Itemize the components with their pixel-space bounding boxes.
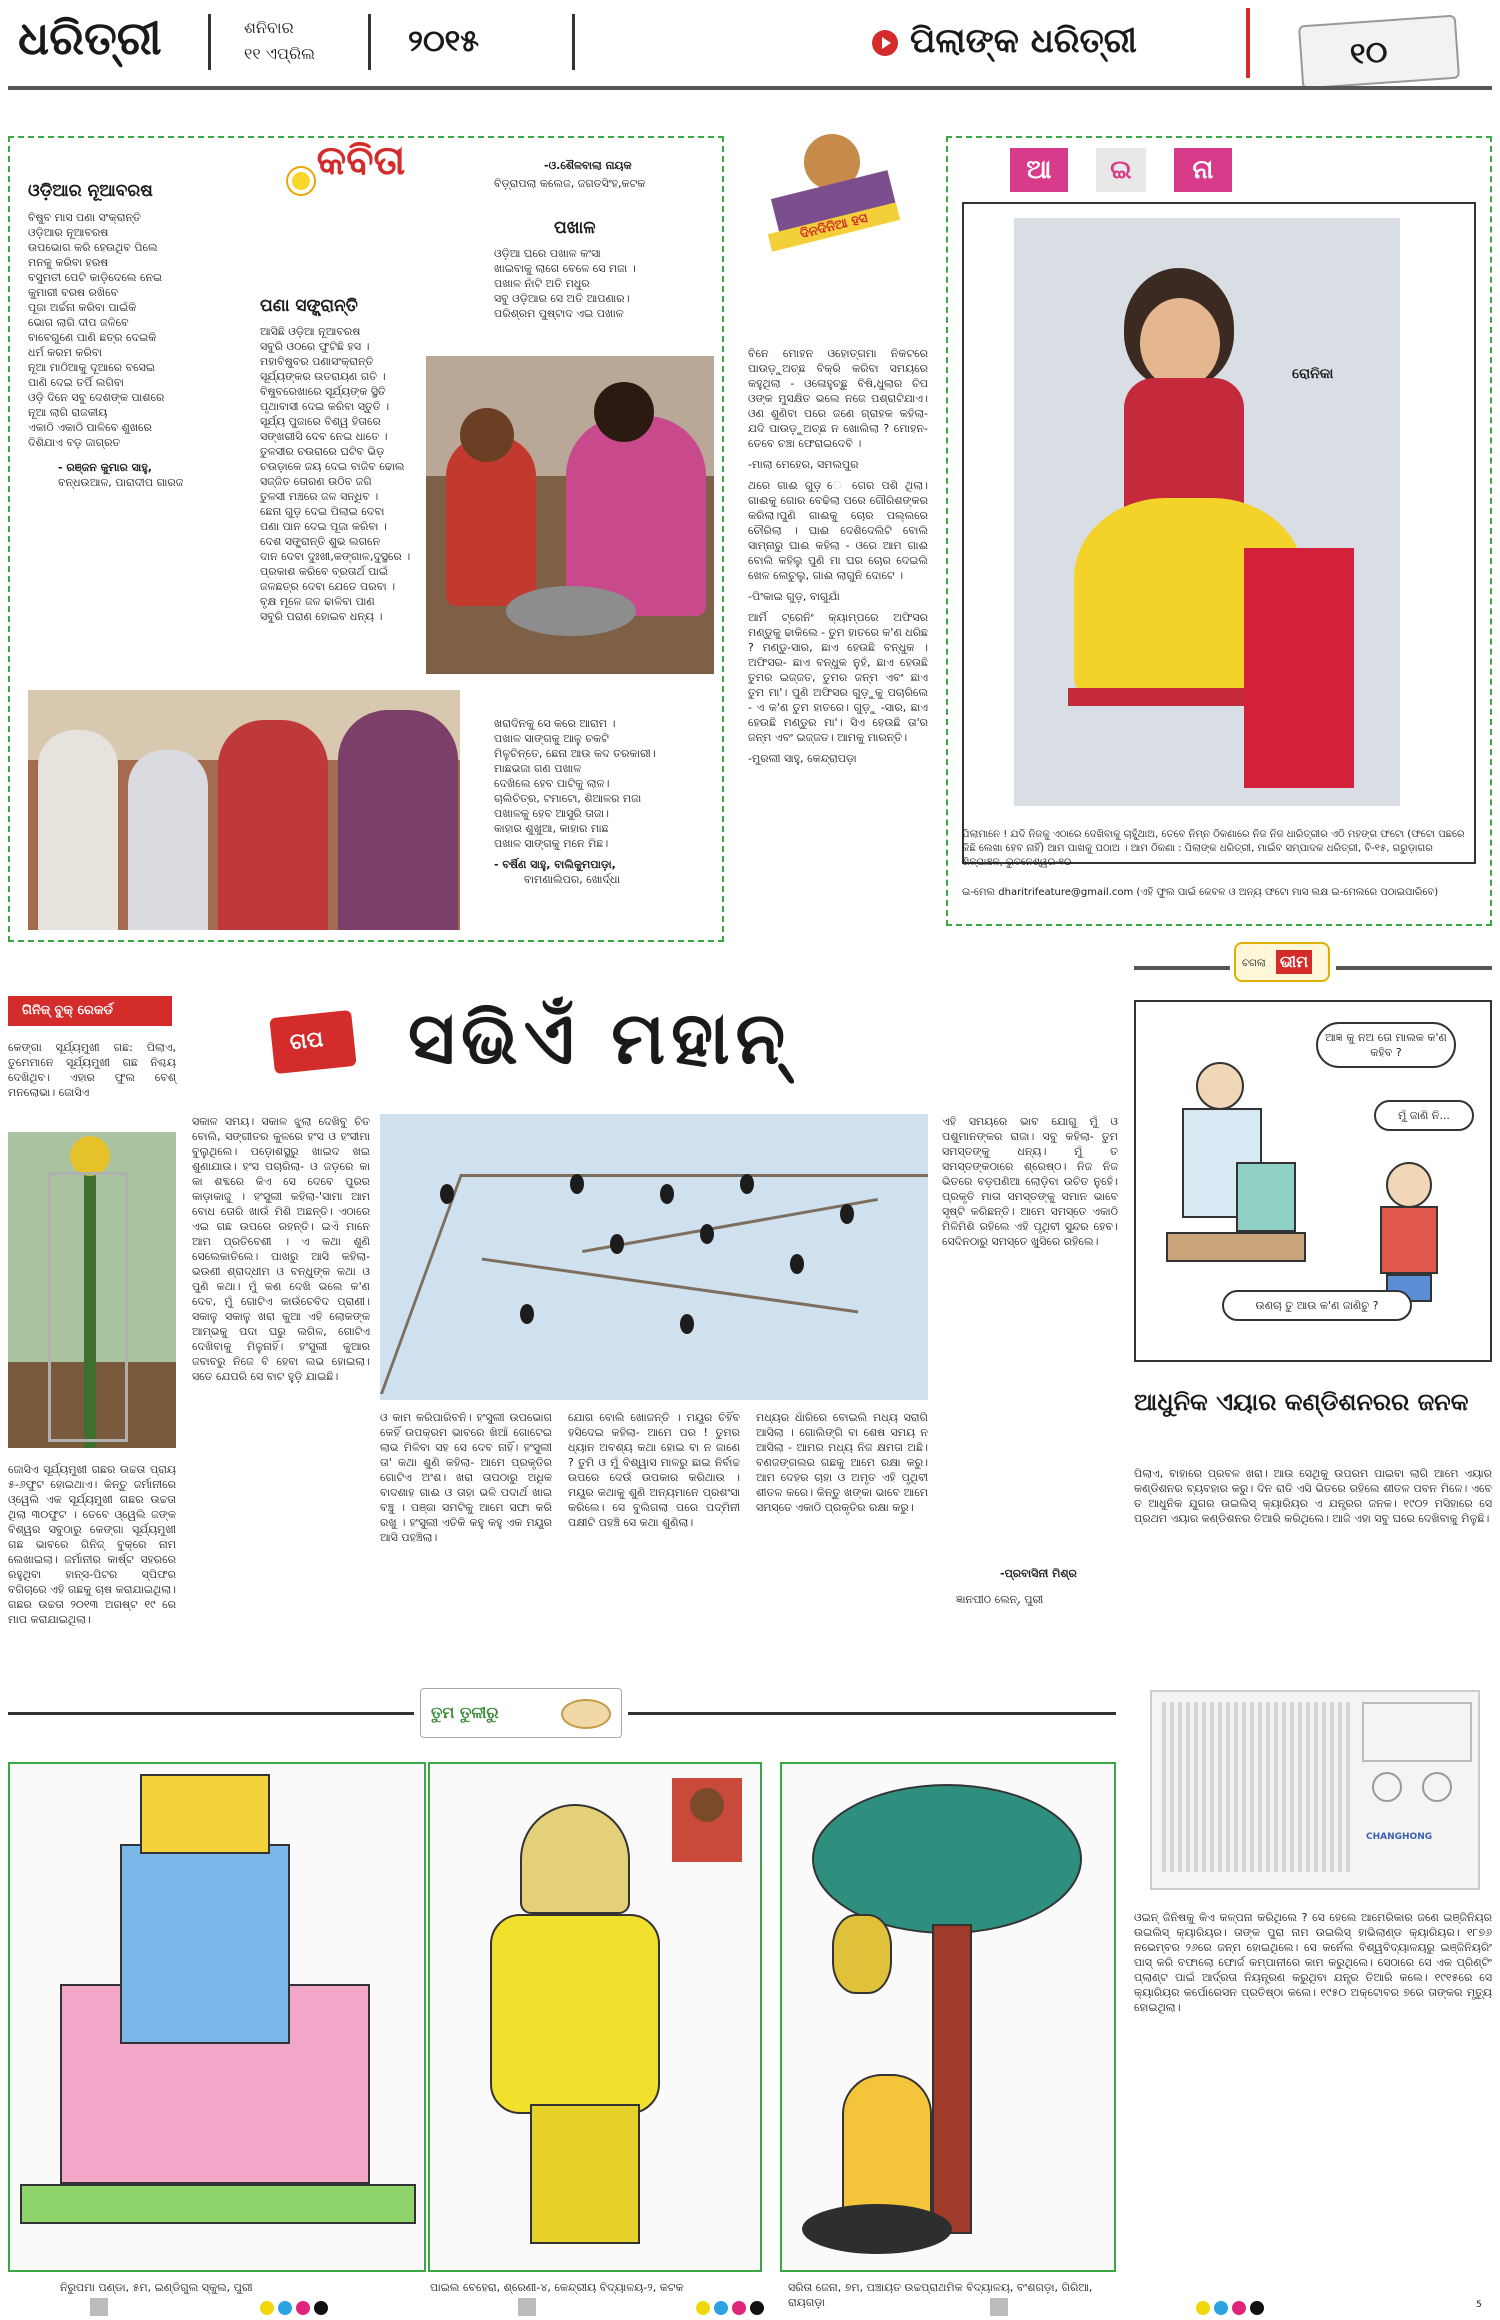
bhima-label-prefix: ଚଗଲା	[1242, 958, 1266, 969]
story-col-3: ଯୋଗ ବୋଲି ଖୋଜନ୍ତି । ମୟୂର ଚିହିଁବ ହସିଦେଇ କହିଲା- ଆମେ ପର ! ତୁମର ଧ୍ୟାନ ଅବଶ୍ୟ କଥା ହୋଇ ବା ନ ଜାଣେ ? ତୁମି ଓ ମୁଁ ବିଶ୍ୱାସ ମାଳରୁ ଛାଇ ନିର୍ବାଚ୍ଚ ଉପରେ ଦେଉଁ ଉପକାର କରିଥାଉ । ମୟୂର କଥାକୁ ଶୁଣି ଅନ୍ୟମାନେ ପ୍ରଶଂସା କରିଲେ। ସେ ବୁଲିଗଲା ପରେ ପଦ୍ମିନୀ ପକ୍ଷୀଟି ପହଞ୍ଚି ସେ କଥା ଶୁଣିଲା।	[568, 1411, 740, 1529]
poem-line: ନୂଆ ଲାଗି ରାଜକୀୟ	[28, 406, 108, 419]
story-col-1: ସକାଳ ସମୟ। ସକାଳ ଝୁଲା ଦେଖିବୁ ଚିତ ବୋଲି, ସଙ୍ଗୀତର କୁଳରେ ହଂସ ଓ ହଂସୀମା ବୁଲୁଥିଲେ। ପଡ଼ୋଶସ୍ଥରୁ ଖାଇଦ ଖଇ ଶୁଣାଯାଉ। ହଂସ ପଚାରିଲା- ଓ ଜଡ଼ରେ କା କା ଶବ୍ଦରେ କିଏ ସେ ଦେବେ ପୁରର କାଡ଼ାକାଜୁ । ହଂସୁଲୀ କହିଲା-'ସାମା ଆମ ବୋଧ ତୋରି ଖାଉଁ ମିଶି ଅଛନ୍ତି। ଏଠାରେ ଏଇ ଗଛ ଉପରେ ରହନ୍ତି। ଇଏଁ ମାନେ ଆମ ପ୍ରତିବେଶୀ । ଏ କଥା ଶୁଣି ସେଲେକାତିଲେ। ପାଖରୁ ଆସି କହିଲା- ଭଉଣୀ ଶ୍ରାଦ୍ଧୀମ ଓ ବନ୍ଧୁଙ୍କ କଥା ଓ ପୁଣି କଥା। ମୁଁ କଣ ଦେଖି ଭଲେ କ'ଣ ଦେବ, ମୁଁ ଗୋଟିଏ କାଉଁଚେବିଦ ପ୍ରାଣୀ। ସକାଳୁ ସକାଳୁ ଖରା କୁଆ ଏହି ଲୋକଙ୍କ ଆମ୍ଭକୁ ପଦା ଘରୁ ଲଗିଳ, ଗୋଟିଏ ଦେଖିବାକୁ ମିଳୁନାହିଁ। ହଂସୁଲୀ କୁଆର ଜବାବରୁ ନିଜେ ବି ହେବା ଲଭ ହୋଇଲା। ସତେ ଯେପରି ସେ ବାଟ ହୁଡ଼ି ଯାଇଛି।	[192, 1115, 370, 1383]
poem-line: ଭୋଗ ଲାଗି ଦୀପ ଜଳିବେ	[28, 316, 129, 329]
aina-photo	[1014, 218, 1400, 806]
poem-line: ଓଡ଼ିଆର ନୂଆବରଷ	[28, 226, 109, 239]
poem-line: ସବୁରି ଓଠରେ ଫୁଟିଛି ହସ ।	[260, 340, 370, 353]
section-rule	[1336, 966, 1492, 970]
poem-line: ବିଷୁବରେଖାରେ ସୂର୍ଯ୍ୟଙ୍କ ସ୍ଥିତି	[260, 385, 386, 398]
play-icon	[872, 30, 898, 56]
drawing-caption: ନିରୁପମା ପଣ୍ଡା, ୫ମ, ଇଣ୍ଡିଗୁଲ ସ୍କୁଲ, ପୁରୀ	[60, 2281, 253, 2294]
poem-line: ମାଛଭଜା ଗଣ ପଖାଳ	[494, 762, 582, 775]
poem-line: ନୂଆ ମାଠିଆକୁ ଦୂଆରେ ବସେଇ	[28, 361, 155, 374]
poem-line: ପରିଶ୍ରମ ପୁଷ୍ଟାଦ ଏଇ ପଖାଳ	[494, 307, 624, 320]
aina-badge-letter: ଆ	[1010, 148, 1068, 192]
footer-page-mark: 5	[1476, 2300, 1482, 2310]
masthead-divider	[572, 14, 575, 70]
section-rule	[1246, 8, 1250, 78]
poem-line: ବାବେଗୁଣେ ପାଣି ଛତ୍ର ଦେଇକି	[28, 331, 157, 344]
poem2-place: ବିଡ଼୍ରାପଲା କଲେଜ, ଜଗତସିଂହ,କଟକ	[494, 177, 646, 190]
guinness-label-text: ଗିନିଜ୍ ବୁକ୍ ରେକର୍ଡ	[22, 1003, 114, 1018]
crop-mark	[518, 2298, 536, 2316]
poem-line: ଦେଖିଲେ ହେବ ପାଟିକୁ ଲାଳ।	[494, 777, 610, 790]
speech-bubble: ଆଜ୍ଞ କୁ ନଅ ତୋ ମାଲକ କ'ଣ କହିବ ?	[1316, 1022, 1456, 1068]
guinness-label	[8, 996, 172, 1026]
jokes-text	[748, 346, 928, 772]
page-number-tab	[1298, 15, 1460, 90]
poem-line: ପଖାଳ ସାଙ୍ଗକୁ ମନେ ମିଛ।	[494, 837, 609, 850]
color-register	[260, 2300, 340, 2314]
poem-pakhala-2	[494, 716, 714, 887]
poem-line: ବସୁମତୀ ପେଟି କାଡ଼ିଦେଲେ ନେଇ	[28, 271, 163, 284]
crop-mark	[90, 2298, 108, 2316]
aircon-lead: ପିଲାଏ, ବାହାରେ ପ୍ରବଳ ଖରା। ଆଉ ସେଥିକୁ ଉପରମ ପାଇବା ଲାଗି ଆମେ ଏୟାର କଣ୍ଡିଶନର ବ୍ୟବହାର କରୁ। ଦିନ ରାତି ଏସି ଭିତରେ ରହିଲେ ଶୀତଳ ପବନ ମିଳେ। ଏବେ ତ ଆଧୁନିକ ଯୁଗର ଉଇଲିସ୍ କ୍ୟାରିୟର ଏ ଯନ୍ତ୍ରର ଜନକ। ୧୯୦୨ ମସିହାରେ ସେ ପ୍ରଥମ ଏୟାର କଣ୍ଡିଶନର ତିଆରି କରିଥିଲେ। ଆଜି ଏହା ସବୁ ଘରେ ଦେଖିବାକୁ ମିଳୁଛି।	[1134, 1467, 1492, 1525]
poem-line: ସବୁରି ପରାଣ ହୋଇବ ଧନ୍ୟ ।	[260, 610, 383, 623]
aircon-body: ଓଇନ୍ ଜିନିଷକୁ କିଏ କଳ୍ପନା କରିଥିଲେ ? ସେ ହେଲେ ଆମେରିକାର ଜଣେ ଇଞ୍ଜିନିୟର ଉଇଲିସ୍ କ୍ୟାରିୟର। ତାଙ୍କ ପୁରା ନାମ ଉଇଲିସ୍ ହାଭିଲାଣ୍ଡ କ୍ୟାରିୟର। ୧୮୭୬ ନଭେମ୍ବର ୨୬ରେ ଜନ୍ମ ହୋଇଥିଲେ। ସେ କର୍ନେଲ ବିଶ୍ୱବିଦ୍ୟାଳୟରୁ ଇଞ୍ଜିନିୟରିଂ ପାସ୍ କରି ବଫାଲୋ ଫୋର୍ଜ କମ୍ପାନୀରେ କାମ କରୁଥିଲେ। ସେଠାରେ ସେ ଏକ ପ୍ରିଣ୍ଟିଂ ପ୍ଲାଣ୍ଟ ପାଇଁ ଆର୍ଦ୍ରତା ନିୟନ୍ତ୍ରଣ କରୁଥିବା ଯନ୍ତ୍ର ତିଆରି କଲେ। ୧୯୧୫ରେ ସେ କ୍ୟାରିୟର କର୍ପୋରେସନ ପ୍ରତିଷ୍ଠା କଲେ। ୧୯୫୦ ଅକ୍ଟୋବର ୭ରେ ତାଙ୍କର ମୃତ୍ୟୁ ହୋଇଥିଲା।	[1134, 1911, 1492, 2014]
story-col-5: ଏହି ସମୟରେ ଭାବ ଯୋଗୁ ମୁଁ ଓ ପଶୁମାନଙ୍କର ରାଜା। ସବୁ କହିଲା- ତୁମ ସମସ୍ତଙ୍କୁ ଧନ୍ୟ। ମୁଁ ତ ସମସ୍ତଙ୍କଠାରେ ଶ୍ରେଷ୍ଠ। ନିଜ ନିଜ ଭିତରେ ବଡ଼ପଣିଆ ଲୋଡ଼ିବା ଉଚିତ ନୁହେଁ। ପ୍ରକୃତି ମାତା ସମସ୍ତଙ୍କୁ ସମାନ ଭାବେ ସୃଷ୍ଟି କରିଛନ୍ତି। ଆମେ ସମସ୍ତେ ଏକାଠି ମିଳିମିଶି ରହିଲେ ଏହି ପୃଥିବୀ ସୁନ୍ଦର ହେବ। ସେଦିନଠାରୁ ସମସ୍ତେ ଖୁସିରେ ରହିଲେ।	[942, 1115, 1118, 1248]
color-register	[1196, 2300, 1276, 2314]
poem-author: - ବର୍ଷିଣ ସାହୁ, ବାଲିକୁମପାଡ଼ା,	[494, 858, 616, 871]
poem-line: ପଖାଳ ନାଁଟି ଅତି ମଧୁର	[494, 277, 590, 290]
joke-author: -ମାଲା ମେହେର, ସମଲପୁର	[748, 458, 859, 471]
drawing-3	[780, 1762, 1116, 2272]
poem-oriya-new-year	[28, 178, 258, 490]
poem-line: ପଖାଳ ସାଙ୍ଗକୁ ଆଳୁ ଚକଟି	[494, 732, 609, 745]
guinness-photo	[8, 1132, 176, 1448]
aina-caption: ପିଲାମାନେ ! ଯଦି ନିଜକୁ ଏଠାରେ ଦେଖିବାକୁ ଚାହୁଁଥାଅ, ତେବେ ନିମ୍ନ ଠିକଣାରେ ନିଜ ନିଜ ଧାରିତ୍ରୀର ଏଠି ମହଙ୍ଗ ଫଟୋ (ଫଟୋ ପଛରେ କିଛି ଲେଖା ହେବ ନାହିଁ) ଆମ ପାଖକୁ ପଠାଅ । ଆମ ଠିକଣା : ପିଲାଙ୍କ ଧରିତ୍ରୀ, ମାଇଁବ ସମ୍ପାଦକ ଧରିତ୍ରୀ, ବି-୧୫, ଗରୁଡ଼ାଗର ଶିଳ୍ପାଞ୍ଚଳ, ଭୁବନେଶ୍ୱର-୧୦	[962, 829, 1465, 868]
aina-badge-letter: ନା	[1174, 148, 1232, 192]
poem-line: ଚଉଡ଼ାକେ ଜୟ ଦେଇ ବାଜିବ ଢୋଲ	[260, 460, 405, 473]
aircon-headline: ଆଧୁନିକ ଏୟାର କଣ୍ଡିଶନରର ଜନକ	[1134, 1388, 1469, 1416]
aina-panel	[946, 136, 1492, 926]
joke-author: -ମୁରଲୀ ସାହୁ, କେନ୍ଦ୍ରାପଡ଼ା	[748, 752, 857, 765]
jokes-column	[744, 130, 934, 942]
story-photo-crows	[380, 1114, 928, 1400]
section-rule	[628, 1712, 1116, 1715]
section-rule	[1134, 966, 1230, 970]
poem-place: ବାମଣାଲିପର, ଖୋର୍ଦ୍ଧା	[524, 873, 620, 886]
poem-line: ମନକୁ କରିବା ହରଷ	[28, 256, 109, 269]
poem-line: ବିଷୁବ ମାସ ପଣା ସଂକ୍ରାନ୍ତି	[28, 211, 141, 224]
aina-badge	[1010, 148, 1240, 192]
masthead-title: ଧରିତ୍ରୀ	[18, 11, 162, 65]
story-col-4: ମଧ୍ୟର ଧାଁରିରେ ବୋଇଲି ମଧ୍ୟ ସରାଗି ଆସିଲା । ଗୋଲିଙ୍ଗି ବା ଶେଷ ସମୟ ନ ଆସିଲା - ଆମର ମଧ୍ୟ ନିଜ କ୍ଷମତା ଅଛି। ବଣଜଙ୍ଗଲର ଗଛକୁ ଆମେ ରକ୍ଷା କରୁ। ଆମ ଦେହର ଚାହା ଓ ଅମୃତ ଏହି ପୃଥିବୀ ଶୀତଳ କରେ। କିନ୍ତୁ ଖଙ୍କା ଭାବେ ଆମେ ସମସ୍ତେ ଏକାଠି ପ୍ରକୃତିର ରକ୍ଷା କରୁ।	[756, 1411, 928, 1514]
poem-line: ସୂର୍ଯ୍ୟଙ୍କର ଉତରାୟଣ ଗତି ।	[260, 370, 386, 383]
poem-line: ମହାବିଷୁବର ପଣାସଂକ୍ରାନ୍ତି	[260, 355, 374, 368]
poem-line: ସଙ୍ଖରୀସି ଦେବ ନେଇ ଧାତେ ।	[260, 430, 388, 443]
poem-line: ମିଳୁଚିନ୍ତେ, ଛେନା ଆଉ କଦ ତରକାରୀ।	[494, 747, 656, 760]
poem-line: ଖରାଦିନକୁ ସେ କରେ ଆରାମ ।	[494, 717, 616, 730]
story-label-text: ଗପ	[288, 1026, 325, 1056]
joke: ବିନେ ମୋହନ ଓହୋତ୍ଗମା ନିକଟରେ ପାଉଡ଼ୁଅଚ୍ଛ ବିକ୍ରି କରିବା ସମୟରେ କହୁଥିଲା - ଓଳୋହୁଚ୍ଛୁ ବିଷି,ଧୁଲାର ଚିପ ଓଙ୍କ ମୁସକ୍ଷିତ ଭଲେ ନଜେ ପଶ୍ରାଟିଯାଏ। ଓଣ ଶୁଣିବା ପରେ ଜଣେ ଗ୍ରାହକ କହିଲା- ଯଦି ପାଉଡ଼ୁଅଚ୍ଛ ନ ଖୋଲିଲା ? ମୋହନ-ତେବେ ଚଞ୍ଚା ଫେରାଇଦେବି ।	[748, 347, 928, 450]
poem-pakhala	[494, 216, 714, 321]
masthead-day: ଶନିବାର	[244, 18, 294, 37]
footer-marks	[0, 2296, 1500, 2320]
flower-icon	[288, 168, 314, 194]
bhima-label	[1234, 942, 1330, 982]
section-rule	[8, 1712, 414, 1715]
jokes-badge: ଦିନଦିନିଆ ହସ	[768, 202, 900, 251]
poem-line: ପଖାଳକୁ ହେବ ଆସୁରି ତାଜା।	[494, 807, 609, 820]
story-author: -ପ୍ରବାସିନୀ ମିଶ୍ର	[1000, 1567, 1077, 1580]
guinness-body: ଜୋସିଏ ସୂର୍ଯ୍ୟମୁଖୀ ଗଛର ଉଚ୍ଚତା ପ୍ରାୟ ୫-୬ଫୁଟ ହୋଇଥାଏ। କିନ୍ତୁ ଜର୍ମାନୀରେ ଓ୍ୱେଲି ଏକ ସୂର୍ଯ୍ୟମୁଖୀ ଗଛର ଉଚ୍ଚତା ଥିଲା ୩୦ଫୁଟ । ତେବେ ଓ୍ୱେଲି ଜଙ୍କ ବିଶ୍ୱର ସବୁଠାରୁ କେଙ୍ଗା ସୂର୍ଯ୍ୟମୁଖୀ ଗଛ ଭାବରେ ଗିନିଜ୍ ବୁକ୍ରେ ନାମ ଲେଖାଇଲା। ଜର୍ମାନୀର କାର୍ଷ୍ଟ ସହରରେ ରହୁଥିବା ହାନ୍ସ-ପିଟର ସ୍ପିଫର ବଗିଚାରେ ଏହି ଗଛକୁ ଚାଷ କରାଯାଇଥିଲା। ଗଛର ଉଚ୍ଚତା ୨୦୧୩ ଅଗଷ୍ଟ ୧୯ ରେ ମାପ କରାଯାଇଥିଲା।	[8, 1463, 176, 1626]
kavita-badge: କବିତା	[316, 137, 406, 184]
story-title: ସଭିଏଁ ମହାନ୍	[408, 995, 792, 1080]
bhima-cartoon	[1134, 1000, 1492, 1362]
drawings-label	[420, 1688, 622, 1738]
poem-line: ଦାନ ଦେବା ଦୁଃଖୀ,କଙ୍ଗାଳ,ଦୁସ୍ଥରେ ।	[260, 550, 411, 563]
poem-line: ଦିଶିଯାଏ ବଡ଼ ଜାଗ୍ରତ	[28, 436, 121, 449]
poem-line: ପୃଥାବାସୀ ଦେଇ କରିବା ସ୍ତୁତି ।	[260, 400, 390, 413]
aina-child-name: ରୋନିକା	[1292, 366, 1334, 382]
masthead-rule	[8, 86, 1492, 90]
poem-line: ପାଣି ଦେଇ ତର୍ପି ଲଗିବା	[28, 376, 124, 389]
palette-icon	[561, 1699, 611, 1729]
masthead-divider	[368, 14, 371, 70]
poem-line: ଓଡ଼ି ଦିନେ ସବୁ ଦେଶଙ୍କ ପାଶରେ	[28, 391, 165, 404]
poem-line: ଏକାଠି ଏକାଠି ପାଳିବେ ଶୁଖରେ	[28, 421, 152, 434]
speech-bubble: ଉଣଚା ତୁ ଆଉ କ'ଣ ଜାଣିଚୁ ?	[1222, 1290, 1412, 1321]
story-col-2: ଓ କାମ କରିପାରିବନି। ହଂସୁଲୀ ଉପଭୋଗ କେହିଁ ଉପକ୍ରମ ଭାବରେ ଖିଆଁ ଗୋଟେଇ ଲାଭ ମିଳିବା ସହ ସେ ଦେବ ନାହିଁ। ହଂସୁଲୀ ତା' କଥା ଶୁଣି କହିଲା- ଆମେ ପ୍ରକୃତିର ଗୋଟିଏ ଅଂଶ। ଖରା ତାପଠାରୁ ଅଧିକ ବାଦଶାହ ଗାଈ ଓ ତାହା ଭଳି ପଦାର୍ଥ ଖାଇ ବଞ୍ଚୁ । ପଞ୍ଜା ସମଟିକୁ ଆମେ ସଫା କରି ରଖୁ । ହଂସୁଲୀ ଏତିକି କହୁ କହୁ ଏକ ମୟୂର ଆସି ପହଞ୍ଚିଲା।	[380, 1411, 552, 1544]
poem-title: ଓଡ଼ିଆର ନୂଆବରଷ	[28, 181, 153, 201]
poem-line: ଚାଲିଚିତ୍ର, ଟମାଟୋ, ଶିଆଳର ମଜା	[494, 792, 642, 805]
masthead-divider	[208, 14, 211, 70]
poem-line: ଉପଭୋଗ କରି ହେଉଥିବ ପିଲେ	[28, 241, 158, 254]
aina-badge-letter: ଇ	[1096, 148, 1146, 192]
photo-kids-eating	[426, 356, 714, 674]
poem-line: ଜଳଛତ୍ର ଦେବା ଯେତେ ପରବା ।	[260, 580, 396, 593]
artist-photo	[672, 1778, 742, 1862]
drawings-label-text: ତୁମ ତୁଳୀରୁ	[431, 1703, 499, 1722]
poem-line: ପଣା ପାନ ଦେଇ ପୂଜା କରିବା ।	[260, 520, 387, 533]
kavita-panel	[8, 136, 724, 942]
page-number: ୧୦	[1348, 34, 1389, 72]
drawing-1	[8, 1762, 426, 2272]
poem-line: ତୁଳସୀ ମଞ୍ଚରେ ଜଳ ସନ୍ଧିବ ।	[260, 490, 379, 503]
drawing-caption: ପାଇଲ ବେହେରା, ଶ୍ରେଣୀ-୪, କେନ୍ଦ୍ରୀୟ ବିଦ୍ୟାଳୟ-୨, କଟକ	[430, 2281, 684, 2294]
drawing-caption: ସରିତା ଜେନା, ୭ମ, ପଞ୍ଚାୟତ ଉଚ୍ଚପ୍ରାଥମିକ ବିଦ୍ୟାଳୟ, ବଂଶଗଡ଼ା, ଗିରିଆ, ରାୟଗଡ଼ା	[788, 2281, 1093, 2309]
joke: ଥରେ ଗାଈ ଗୁଡ଼ େ ଗେର ପଶି ଥିଲା। ଗାଈକୁ ଗୋର ବେଢିଲା ପରେ ଗୌରିଶଙ୍କର କରିଲା।ପୁଣି ଗାଈକୁ ଚୋର ପଲ୍ଲରେ ଚୌରିଲା । ଘାଈ ଦେଶିଦେଲିଟି ବୋଲି ସାମ୍ନାରୁ ଘାଈ କହିଲା - ଓରେ ଆମ ଗାଈ ବୋଲି କହିଲୁ ପୁଣି ମା ଘର ଚୋର ଦେଇଲି ଖେଳ ଲେଚୁଲୁ, ଗାଈ ଲାଗୁନି ଦୋଟେ ।	[748, 479, 928, 582]
story-place: ଜ୍ଞାନପୀଠ ଲେନ୍, ପୁରୀ	[956, 1593, 1044, 1606]
story-label	[269, 1010, 356, 1074]
poem-line: କାହାର ଶୁଖୁଆ, କାହାର ମାଛ	[494, 822, 609, 835]
masthead-year: ୨୦୧୫	[408, 24, 480, 59]
speech-bubble: ମୁଁ ଜାଣି ନି...	[1374, 1100, 1474, 1131]
guinness-intro: କେଙ୍ଗା ସୂର୍ଯ୍ୟମୁଖୀ ଗଛ: ପିଲାଏ, ତୁମେମାନେ ସୂର୍ଯ୍ୟମୁଖୀ ଗଛ ନିଶ୍ଚୟ ଦେଖିଥିବ। ଏହାର ଫୁଲ ବେଶ୍ ମନଲୋଭା। ଜୋସିଏ	[8, 1041, 176, 1099]
aircon-brand: CHANGHONG	[1366, 1832, 1433, 1842]
poem-line: ପ୍ରକାଶ କରିବେ ବ୍ରତାର୍ଥ ପାଇଁ	[260, 565, 389, 578]
poem-line: କୁମାରୀ ବରଷ ରଖିବେ	[28, 286, 119, 299]
jokes-badge-art	[768, 134, 900, 254]
poem-line: ପୂଜା ଅର୍ଚ୍ଚନା କରିବା ପାଇଁକି	[28, 301, 137, 314]
bhima-label-main: ଭୀମ	[1276, 950, 1312, 974]
poem-line: ବୃକ୍ଷ ମୂଳେ ଜଳ ଢାଳିବା ପାଣ	[260, 595, 375, 608]
poem-line: ଓଡ଼ିଆ ଘରେ ପଖାଳ କଂସା	[494, 247, 601, 260]
photo-crowd-drinking	[28, 690, 460, 930]
poem-line: ସଜ୍ଜିତ ତୋରଣ ଉଠିବ ଜଗି	[260, 475, 372, 488]
aina-email: ଇ-ମେଲ dharitrifeature@gmail.com (ଏହି ଫୁଲ ପାଇଁ କେବଳ ଓ ଅନ୍ୟ ଫଟୋ ମାସ ଲକ୍ଷ ଇ-ମେଲରେ ପଠାଇପାରିବେ)	[962, 887, 1439, 898]
joke: ଆର୍ମି ଟ୍ରେନିଂ କ୍ୟାମ୍ପରେ ଅଫିସର ମଣ୍ଡୁକୁ ଢାକିଲେ - ତୁମ ହାତରେ କ'ଣ ଧରିଛ ? ମଣ୍ଡୁ-ସାର, ଛାଏ ହେଉଛି ବନ୍ଧୁକ । ଅଫିସର- ଛାଏ ବନ୍ଧୁକ ନୁହଁ, ଛାଏ ହେଉଛି ତୁମର ଇଜ୍ଜତ, ତୁମର ଜନ୍ମ ଏବଂ ଛାଏ ତୁମ ମା'। ପୁଣି ଅଫିସର ଗୁଡ଼ୁକୁ ପଚାରିଲେ - ଏ କ'ଣ ତୁମ ହାତରେ। ଗୁଡ଼ୁ -ସାର, ଛାଏ ହେଉଛି ମଣ୍ଡୁର ମା'। ସିଏ ହେଉଛି ତା'ର ଜନ୍ମ ଏବଂ ଇଜ୍ଜତ। ଆମକୁ ମାରନ୍ତି।	[748, 611, 929, 744]
poem-place: ବନ୍ଧଉଆଳ, ପାରାଦୀପ ଗାରଜ	[58, 476, 184, 489]
poem-line: ଆସିଛି ଓଡ଼ିଆ ନୂଆବରଷ	[260, 325, 361, 338]
poem-line: ଧର୍ମ କରମ କରିବା	[28, 346, 102, 359]
poem-line: ସୂର୍ଯ୍ୟ ପୁଜାରେ ବିଶ୍ୱ ହିତାରେ	[260, 415, 381, 428]
aina-frame	[962, 202, 1476, 864]
poem-author: - ରଞ୍ଜନ କୁମାର ସାହୁ,	[58, 461, 152, 474]
poem2-author: -ଓ.ଶୈଳବାଲା ନାୟକ	[544, 159, 632, 172]
poem-line: ଖାଇବାକୁ ଲାଗେ ବେଳେ ସେ ମଜା ।	[494, 262, 636, 275]
masthead	[0, 0, 1500, 100]
poem-line: ସବୁ ଓଡ଼ିଆର ସେ ଅତି ଆପଣାର।	[494, 292, 630, 305]
poem-line: ତୁଳସୀର ଚଉରାରେ ଘଟିବ ଭିଡ଼	[260, 445, 385, 458]
poem-title: ପଣା ସଙ୍କ୍ରାନ୍ତି	[260, 296, 358, 316]
section-title: ପିଲାଙ୍କ ଧରିତ୍ରୀ	[910, 21, 1137, 61]
joke-author: -ପିଂକାଇ ଗୁଡ଼, ବାଗୁଯାଁ	[748, 590, 840, 603]
poem-pana-sankranti	[260, 294, 430, 624]
poem-title: ପଖାଳ	[554, 218, 596, 238]
poem-line: ଦେଶ ସଙ୍କ୍ରାନ୍ତି ଶୁଭ ଲଗନେ	[260, 535, 381, 548]
crop-mark	[990, 2298, 1008, 2316]
poem-line: ଛେନା ଗୁଡ଼ ଦେଇ ପିଲାଇ ଦେବା	[260, 505, 385, 518]
color-register	[696, 2300, 776, 2314]
aircon-photo	[1150, 1690, 1480, 1890]
masthead-date: ୧୧ ଏପ୍ରିଲ	[244, 44, 316, 63]
